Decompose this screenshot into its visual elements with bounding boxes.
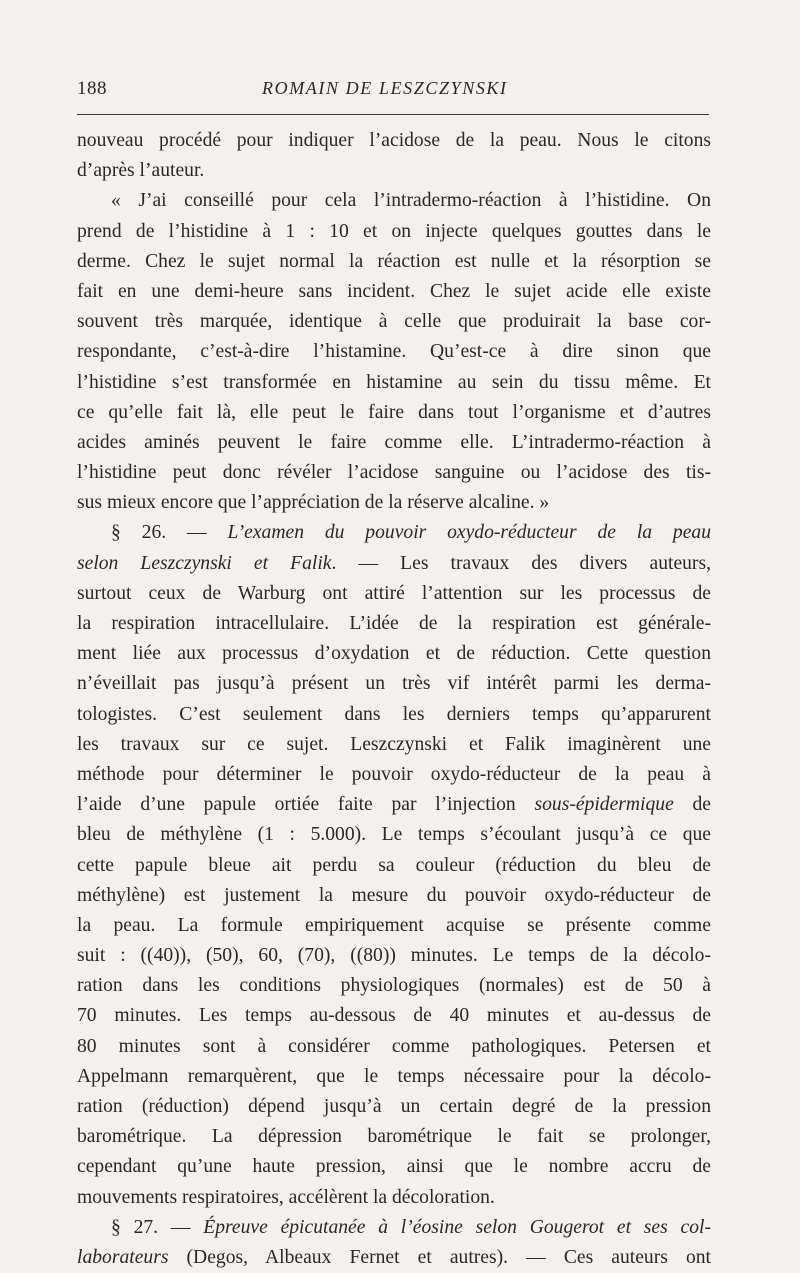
text-line [77,881,711,911]
text-segment: bleu de méthylène (1 : 5.000). Le temps s’écoulant jusqu’à ce que [77,824,711,846]
text-line [77,1122,711,1152]
text-line [77,971,711,1001]
text-line [77,730,711,760]
text-segment: d’après l’auteur. [77,160,205,182]
text-segment: 80 minutes sont à considérer comme pathologiques. Petersen et [77,1035,711,1057]
text-line [77,911,711,941]
text-segment: ration dans les conditions physiologiques (normales) est de 50 à [77,975,711,997]
text-segment: méthylène) est justement la mesure du pouvoir oxydo-réducteur de [77,884,711,906]
text-segment: 70 minutes. Les temps au-dessous de 40 minutes et au-dessus de [77,1005,711,1027]
text-segment: barométrique. La dépression barométrique le fait se prolonger, [77,1126,711,1148]
text-segment: « J’ai conseillé pour cela l’intradermo-réaction à l’histidine. On [111,190,711,212]
text-line [77,700,711,730]
text-segment: de [673,794,711,816]
text-line [77,277,711,307]
text-line [77,639,711,669]
italic-text-segment: Épreuve épicutanée à l’éosine selon Gougerot et ses col- [203,1216,711,1238]
text-line [77,428,711,458]
text-segment: (Degos, Albeaux Fernet et autres). — Ces auteurs ont [168,1246,711,1268]
text-line [77,760,711,790]
text-line [77,1032,711,1062]
text-line [77,941,711,971]
text-segment: tologistes. C’est seulement dans les derniers temps qu’apparurent [77,703,711,725]
text-segment: surtout ceux de Warburg ont attiré l’attention sur les processus de [77,582,711,604]
text-line [77,368,711,398]
text-segment: les travaux sur ce sujet. Leszczynski et Falik imaginèrent une [77,733,711,755]
text-line [77,1001,711,1031]
text-segment: n’éveillait pas jusqu’à présent un très vif intérêt parmi les derma- [77,673,711,695]
text-line [77,458,711,488]
text-line [77,549,711,579]
text-line [77,790,711,820]
text-line [77,156,711,186]
text-line [77,851,711,881]
text-segment: prend de l’histidine à 1 : 10 et on injecte quelques gouttes dans le [77,220,711,242]
text-segment: méthode pour déterminer le pouvoir oxydo-réducteur de la peau à [77,763,711,785]
text-line [77,1183,711,1213]
text-line [77,820,711,850]
text-segment: respondante, c’est-à-dire l’histamine. Qu’est-ce à dire sinon que [77,341,711,363]
text-line [77,609,711,639]
text-line [77,1152,711,1182]
text-segment: la respiration intracellulaire. L’idée de la respiration est générale- [77,613,711,634]
text-line [77,1092,711,1122]
running-head [77,78,709,104]
text-segment: acides aminés peuvent le faire comme elle. L’intradermo-réaction à [77,431,711,453]
text-segment: souvent très marquée, identique à celle que produirait la base cor- [77,311,711,333]
text-line [77,186,711,216]
text-segment: ration (réduction) dépend jusqu’à un certain degré de la pression [77,1096,711,1117]
text-line [77,307,711,337]
text-segment: suit : ((40)), (50), 60, (70), ((80)) minutes. Le temps de la décolo- [77,945,711,967]
text-segment: l’aide d’une papule ortiée faite par l’injection [77,794,535,816]
text-line [77,579,711,609]
text-segment: sus mieux encore que l’appréciation de la réserve alcaline. » [77,492,550,514]
text-segment: fait en une demi-heure sans incident. Chez le sujet acide elle existe [77,280,711,302]
text-segment: l’histidine peut donc révéler l’acidose sanguine ou l’acidose des tis- [77,462,711,484]
text-segment: mouvements respiratoires, accélèrent la décoloration. [77,1186,495,1208]
text-line [77,126,711,156]
text-line [77,1213,711,1243]
text-segment: cette papule bleue ait perdu sa couleur (réduction du bleu de [77,854,711,876]
text-line [77,217,711,247]
text-segment: § 27. — [111,1216,204,1238]
text-line [77,1062,711,1092]
italic-text-segment: laborateurs [77,1246,169,1268]
text-segment: . — Les travaux des divers auteurs, [331,552,711,574]
text-segment: cependant qu’une haute pression, ainsi que le nombre accru de [77,1156,711,1178]
text-segment: nouveau procédé pour indiquer l’acidose de la peau. Nous le citons [77,130,711,151]
header-rule [77,114,709,115]
text-segment: Appelmann remarquèrent, que le temps nécessaire pour la décolo- [77,1065,711,1087]
text-line [77,669,711,699]
text-segment: derme. Chez le sujet normal la réaction est nulle et la résorption se [77,250,711,272]
text-line [77,247,711,277]
text-segment: l’histidine s’est transformée en histamine au sein du tissu même. Et [77,371,711,393]
italic-text-segment: selon Leszczynski et Falik [77,552,332,574]
text-line [77,518,711,548]
running-title: ROMAIN DE LESZCZYNSKI [262,78,508,98]
text-line [77,1243,711,1273]
body-text [77,126,711,1273]
text-line [77,488,711,518]
text-segment: ce qu’elle fait là, elle peut le faire dans tout l’organisme et d’autres [77,401,711,423]
text-segment: § 26. — [111,522,228,544]
text-segment: la peau. La formule empiriquement acquise se présente comme [77,914,711,936]
text-segment: ment liée aux processus d’oxydation et de réduction. Cette question [77,643,711,665]
text-line [77,337,711,367]
italic-text-segment: sous-épidermique [534,794,674,816]
text-line [77,398,711,428]
page-number: 188 [77,78,107,99]
italic-text-segment: L’examen du pouvoir oxydo-réducteur de la peau [227,522,711,544]
